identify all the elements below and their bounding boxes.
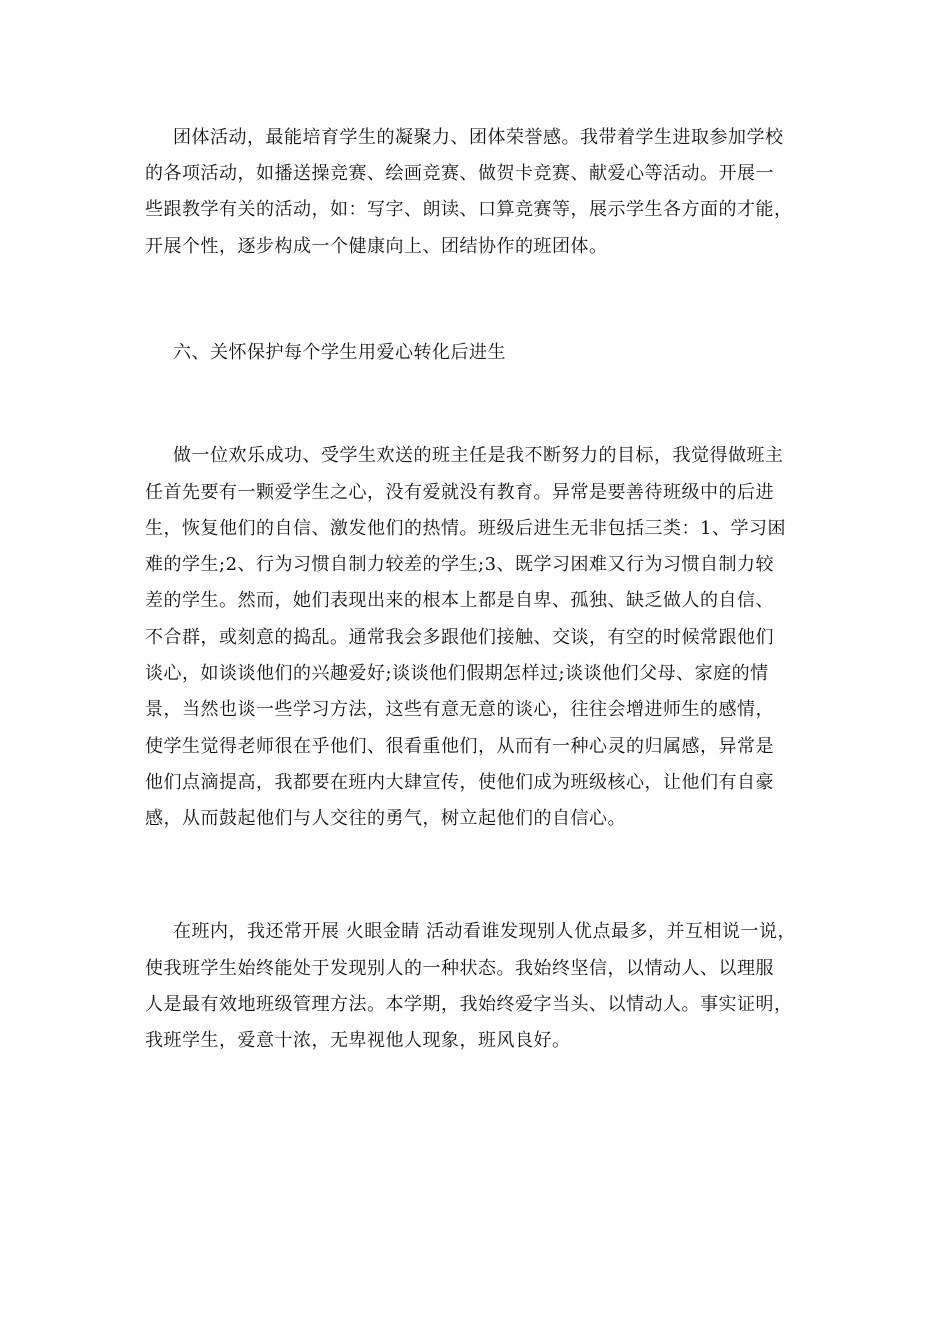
paragraph-1-line-2: 的各项活动，如播送操竞赛、绘画竞赛、做贺卡竞赛、献爱心等活动。开展一 <box>145 163 774 184</box>
paragraph-1-line-3: 些跟教学有关的活动，如：写字、朗读、口算竞赛等，展示学生各方面的才能， <box>145 199 793 220</box>
paragraph-1-line-1: 团体活动，最能培育学生的凝聚力、团体荣誉感。我带着学生进取参加学校 <box>173 127 784 148</box>
paragraph-3-line-4: 我班学生，爱意十浓，无卑视他人现象，班风良好。 <box>145 1030 571 1051</box>
paragraph-2-line-1: 做一位欢乐成功、受学生欢送的班主任是我不断努力的目标，我觉得做班主 <box>173 445 784 466</box>
paragraph-3-line-2: 使我班学生始终能处于发现别人的一种状态。我始终坚信，以情动人、以理服 <box>145 958 774 979</box>
paragraph-2-line-6: 不合群，或刻意的捣乱。通常我会多跟他们接触、交谈，有空的时候常跟他们 <box>145 627 774 648</box>
paragraph-2-line-7: 谈心，如谈谈他们的兴趣爱好;谈谈他们假期怎样过;谈谈他们父母、家庭的情 <box>145 663 769 684</box>
paragraph-2-line-5: 差的学生。然而，她们表现出来的根本上都是自卑、孤独、缺乏做人的自信、 <box>145 590 774 611</box>
paragraph-2-line-11: 感，从而鼓起他们与人交往的勇气，树立起他们的自信心。 <box>145 808 626 829</box>
paragraph-2-line-9: 使学生觉得老师很在乎他们、很看重他们，从而有一种心灵的归属感，异常是 <box>145 736 774 757</box>
paragraph-3-line-1: 在班内，我还常开展 火眼金睛 活动看谁发现别人优点最多，并互相说一说， <box>173 921 796 942</box>
paragraph-2-line-4: 难的学生;2、行为习惯自制力较差的学生;3、既学习困难又行为习惯自制力较 <box>145 554 775 575</box>
paragraph-2-line-2: 任首先要有一颗爱学生之心，没有爱就没有教育。异常是要善待班级中的后进 <box>145 482 774 503</box>
paragraph-3-line-3: 人是最有效地班级管理方法。本学期，我始终爱字当头、以情动人。事实证明， <box>145 994 793 1015</box>
section-heading: 六、关怀保护每个学生用爱心转化后进生 <box>173 342 506 363</box>
paragraph-2-line-3: 生，恢复他们的自信、激发他们的热情。班级后进生无非包括三类：1、学习困 <box>145 518 786 539</box>
paragraph-2-line-8: 景，当然也谈一些学习方法，这些有意无意的谈心，往往会增进师生的感情， <box>145 699 774 720</box>
paragraph-1-line-4: 开展个性，逐步构成一个健康向上、团结协作的班团体。 <box>145 236 608 257</box>
paragraph-2-line-10: 他们点滴提高，我都要在班内大肆宣传，使他们成为班级核心，让他们有自豪 <box>145 772 774 793</box>
